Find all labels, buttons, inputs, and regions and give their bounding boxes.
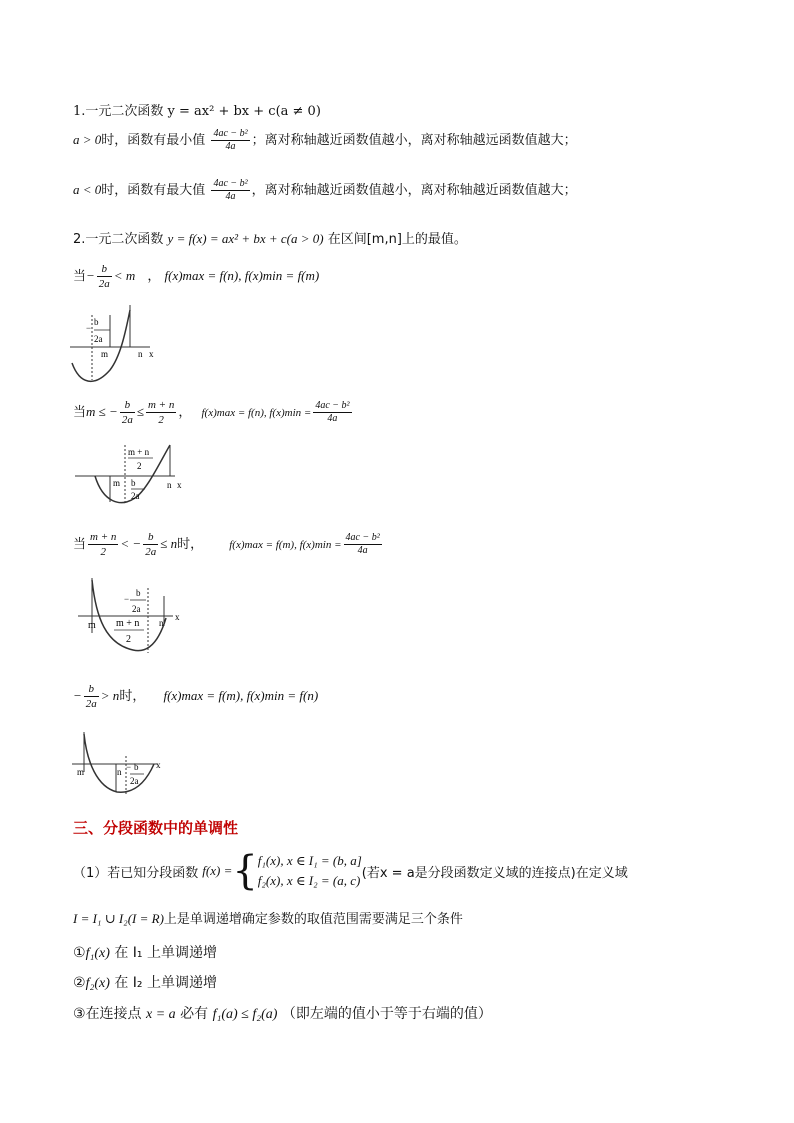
svg-text:−: − bbox=[126, 762, 132, 772]
item2-title: 2.一元二次函数 y = f(x) = ax² + bx + c(a > 0) 在区间[m,n]上的最值。 bbox=[73, 231, 467, 247]
condition-1: ①f₁(x) 在 I₁ 上单调递增 bbox=[73, 945, 217, 961]
svg-text:2: 2 bbox=[137, 461, 142, 471]
vertex-fraction: $\frac{\text{4ac − b²}}{4a}$ bbox=[213, 128, 248, 152]
svg-text:x: x bbox=[156, 760, 161, 770]
case3-condition: 当 $\frac{m + n}{2}$ < − $\frac{b}{2a}$ ≤ n时， f(x)max = f(m), f(x)min = $\frac{\text{4ac − b²}}{4a}$ bbox=[73, 531, 380, 558]
case2-condition: 当m ≤ − $\frac{b}{2a}$ ≤ $\frac{m + n}{2}$ ， f(x)max = f(n), f(x)min = $\frac{\text{4ac − b²}}{4a}$ bbox=[73, 399, 350, 426]
svg-text:b: b bbox=[134, 762, 139, 772]
vertex-fraction: $\frac{\text{4ac − b²}}{4a}$ bbox=[213, 178, 248, 202]
svg-text:x: x bbox=[175, 612, 180, 622]
svg-text:2a: 2a bbox=[131, 491, 140, 501]
svg-text:2a: 2a bbox=[132, 604, 141, 614]
graph-case4 bbox=[72, 732, 172, 802]
item1-a-negative: a < 0时，函数有最大值 $\frac{\text{4ac − b²}}{4a}$ ，离对称轴越近函数值越小，离对称轴越近函数值越大； bbox=[73, 178, 577, 202]
case4-condition: − $\frac{b}{2a}$ > n时， f(x)max = f(m), f(x)min = f(n) bbox=[73, 683, 319, 710]
svg-text:x: x bbox=[149, 349, 154, 359]
svg-text:n: n bbox=[138, 349, 143, 359]
item1-a-positive: a > 0时，函数有最小值 $\frac{\text{4ac − b²}}{4a}$ ；离对称轴越近函数值越小，离对称轴越远函数值越大； bbox=[73, 128, 577, 152]
svg-text:m: m bbox=[77, 767, 85, 777]
section3-heading: 三、分段函数中的单调性 bbox=[73, 819, 239, 837]
piecewise-case1: f₁(x), x ∈ I₁ = (b, a] bbox=[257, 853, 362, 868]
item1-title: 1.一元二次函数 y = ax² + bx + c(a ≠ 0) bbox=[73, 104, 321, 119]
svg-text:2a: 2a bbox=[130, 776, 139, 786]
condition-2: ②f₂(x) 在 I₂ 上单调递增 bbox=[73, 975, 217, 991]
svg-text:2a: 2a bbox=[94, 334, 103, 344]
section3-line2: I = I₁ ∪ I₂(I = R)上是单调递增确定参数的取值范围需要满足三个条件 bbox=[73, 911, 463, 927]
graph-case1 bbox=[70, 305, 160, 385]
svg-text:b: b bbox=[136, 588, 141, 598]
svg-text:b: b bbox=[131, 478, 136, 488]
graph-case3 bbox=[78, 578, 188, 666]
svg-text:−: − bbox=[124, 594, 130, 604]
case1-condition: 当− $\frac{b}{2a}$ < m ， f(x)max = f(n), f(x)min = f(m) bbox=[73, 263, 320, 290]
svg-text:2: 2 bbox=[126, 634, 131, 645]
svg-text:m + n: m + n bbox=[116, 618, 140, 629]
graph-case2 bbox=[75, 442, 185, 514]
svg-text:x: x bbox=[177, 480, 182, 490]
svg-text:m: m bbox=[101, 349, 109, 359]
svg-text:n: n bbox=[167, 480, 172, 490]
svg-text:m + n: m + n bbox=[128, 447, 150, 457]
svg-text:m: m bbox=[88, 620, 96, 631]
svg-text:n: n bbox=[117, 767, 122, 777]
section3-intro: （1）若已知分段函数 f(x) = { f₁(x), x ∈ I₁ = (b, a] f₂(x), x ∈ I₂ = (a, c) (若x = a是分段函数定义域的连接点)在定义域 bbox=[73, 848, 628, 894]
graph-b-over-2a-label: b bbox=[94, 317, 99, 327]
piecewise-case2: f₂(x), x ∈ I₂ = (a, c) bbox=[257, 873, 361, 888]
svg-text:−: − bbox=[86, 323, 92, 333]
svg-text:m: m bbox=[113, 478, 121, 488]
svg-text:n: n bbox=[159, 618, 164, 628]
condition-3: ③在连接点 x = a 必有 f₁(a) ≤ f₂(a) （即左端的值小于等于右端的值） bbox=[73, 1006, 492, 1022]
